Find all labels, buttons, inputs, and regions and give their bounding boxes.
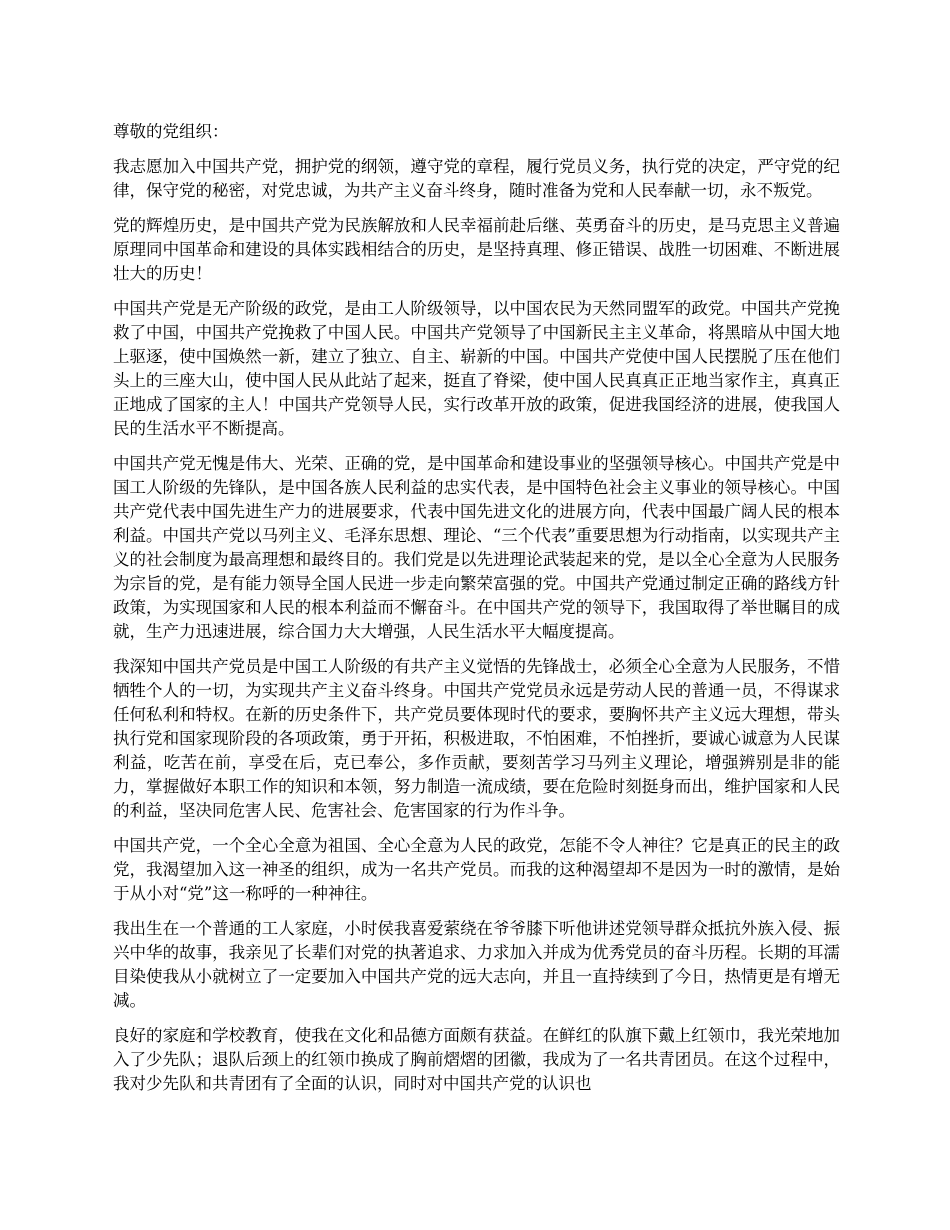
paragraph-aspiration: 中国共产党，一个全心全意为祖国、全心全意为人民的政党，怎能不令人神往？它是真正的民主的政党，我渴望加入这一神圣的组织，成为一名共产党员。而我的这种渴望却不是因为一时的激情，是始于从小对“党”这一称呼的一种神往。	[113, 836, 840, 903]
paragraph-party-core: 中国共产党无愧是伟大、光荣、正确的党，是中国革命和建设事业的坚强领导核心。中国共产党是中国工人阶级的先锋队，是中国各族人民利益的忠实代表，是中国特色社会主义事业的领导核心。中国共产党代表中国先进生产力的进展要求，代表中国先进文化的进展方向，代表中国最广阔人民的根本利益。中国共产党以马列主义、毛泽东思想、理论、“三个代表”重要思想为行动指南，以实现共产主义的社会制度为最高理想和最终目的。我们党是以先进理论武装起来的党，是以全心全意为人民服务为宗旨的党，是有能力领导全国人民进一步走向繁荣富强的党。中国共产党通过制定正确的路线方针政策，为实现国家和人民的根本利益而不懈奋斗。在中国共产党的领导下，我国取得了举世瞩目的成就，生产力迅速进展，综合国力大大增强，人民生活水平大幅度提高。	[113, 454, 840, 641]
paragraph-pledge: 我志愿加入中国共产党，拥护党的纲领，遵守党的章程，履行党员义务，执行党的决定，严守党的纪律，保守党的秘密，对党忠诚，为共产主义奋斗终身，随时准备为党和人民奉献一切，永不叛党。	[113, 157, 840, 200]
paragraph-education: 良好的家庭和学校教育，使我在文化和品德方面颇有获益。在鲜红的队旗下戴上红领巾，我光荣地加入了少先队；退队后颈上的红领巾换成了胸前熠熠的团徽，我成为了一名共青团员。在这个过程中，我对少先队和共青团有了全面的认识，同时对中国共产党的认识也	[113, 1026, 840, 1093]
letter-body	[113, 120, 840, 1107]
paragraph-party-nature: 中国共产党是无产阶级的政党，是由工人阶级领导，以中国农民为天然同盟军的政党。中国共产党挽救了中国，中国共产党挽救了中国人民。中国共产党领导了中国新民主主义革命，将黑暗从中国大地上驱逐，使中国焕然一新，建立了独立、自主、崭新的中国。中国共产党使中国人民摆脱了压在他们头上的三座大山，使中国人民从此站了起来，挺直了脊梁，使中国人民真真正正地当家作主，真真正正地成了国家的主人！中国共产党领导人民，实行改革开放的政策，促进我国经济的进展，使我国人民的生活水平不断提高。	[113, 299, 840, 438]
paragraph-family: 我出生在一个普通的工人家庭，小时侯我喜爱萦绕在爷爷膝下听他讲述党领导群众抵抗外族入侵、振兴中华的故事，我亲见了长辈们对党的执著追求、力求加入并成为优秀党员的奋斗历程。长期的耳濡目染使我从小就树立了一定要加入中国共产党的远大志向，并且一直持续到了今日，热情更是有增无减。	[113, 919, 840, 1010]
salutation: 尊敬的党组织：	[113, 122, 229, 141]
paragraph-history: 党的辉煌历史，是中国共产党为民族解放和人民幸福前赴后继、英勇奋斗的历史，是马克思主义普遍原理同中国革命和建设的具体实践相结合的历史，是坚持真理、修正错误、战胜一切困难、不断进展壮大的历史！	[113, 216, 840, 283]
paragraph-member-duty: 我深知中国共产党员是中国工人阶级的有共产主义觉悟的先锋战士，必须全心全意为人民服务，不惜牺牲个人的一切，为实现共产主义奋斗终身。中国共产党党员永远是劳动人民的普通一员，不得谋求任何私利和特权。在新的历史条件下，共产党员要体现时代的要求，要胸怀共产主义远大理想，带头执行党和国家现阶段的各项政策，勇于开拓，积极进取，不怕困难，不怕挫折，要诚心诚意为人民谋利益，吃苦在前，享受在后，克已奉公，多作贡献，要刻苦学习马列主义理论，增强辨别是非的能力，掌握做好本职工作的知识和本领，努力制造一流成绩，要在危险时刻挺身而出，维护国家和人民的利益，坚决同危害人民、危害社会、危害国家的行为作斗争。	[113, 657, 840, 820]
